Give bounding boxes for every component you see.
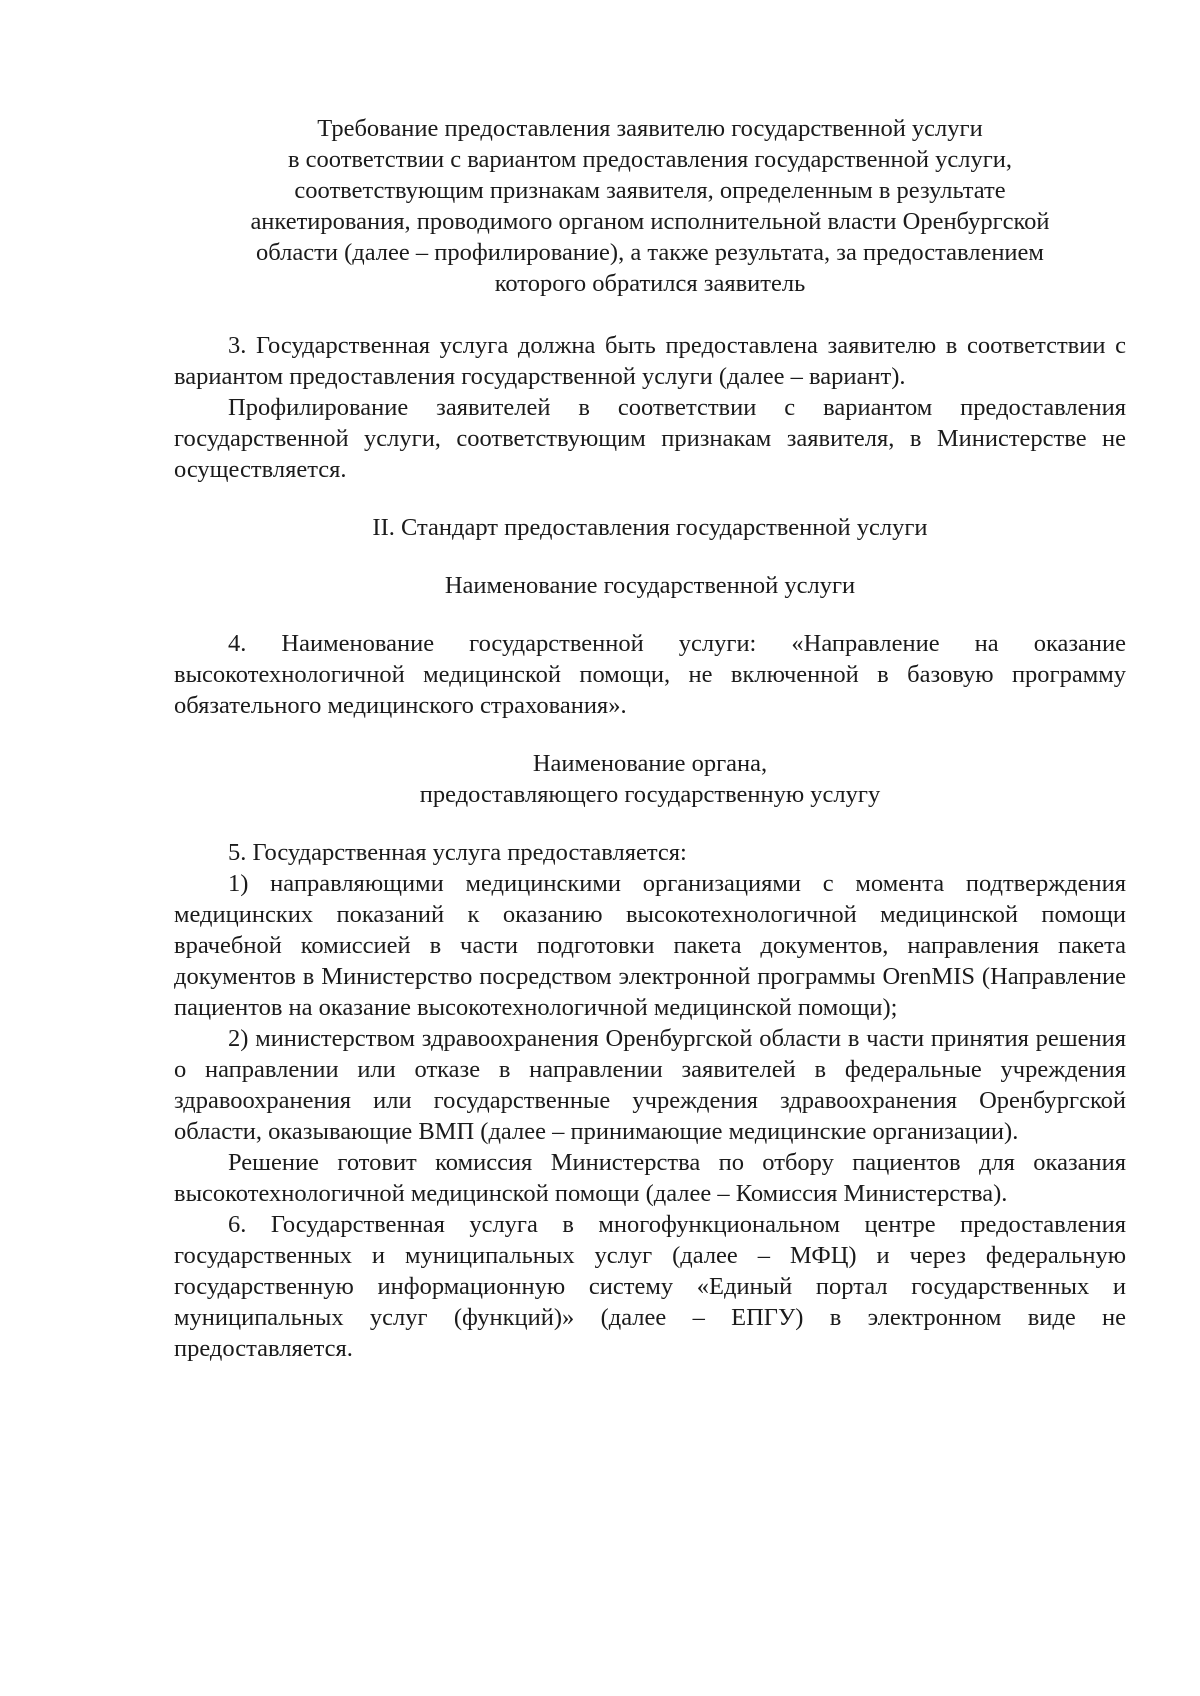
spacer — [174, 485, 1126, 512]
intro-heading-line: анкетирования, проводимого органом исполнительной власти Оренбургской — [250, 208, 1050, 235]
subheading-organ — [174, 748, 1126, 810]
section-title: II. Стандарт предоставления государственной услуги — [372, 514, 928, 541]
paragraph-3-profiling: Профилирование заявителей в соответствии с вариантом предоставления государственной услуги, соответствующим признакам заявителя, в Министерстве не осуществляется. — [174, 394, 1126, 483]
paragraph-5-decision: Решение готовит комиссия Министерства по отбору пациентов для оказания высокотехнологичной медицинской помощи (далее – Комиссия Министерства). — [174, 1149, 1126, 1207]
intro-heading — [174, 113, 1126, 299]
spacer — [174, 543, 1126, 570]
paragraph-4: 4. Наименование государственной услуги: «Направление на оказание высокотехнологичной медицинской помощи, не включенной в базовую программу обязательного медицинского страхования». — [174, 630, 1126, 719]
spacer — [174, 299, 1126, 330]
spacer — [174, 601, 1126, 628]
paragraph-5-item-2: 2) министерством здравоохранения Оренбургской области в части принятия решения о направлении или отказе в направлении заявителей в федеральные учреждения здравоохранения или государственные учреждения здравоохранения Оренбургской области, оказывающие ВМП (далее – принимающие медицинские организации). — [174, 1025, 1126, 1145]
intro-heading-line: которого обратился заявитель — [494, 270, 806, 297]
subheading-organ-line: Наименование органа, — [532, 750, 768, 777]
paragraph-6: 6. Государственная услуга в многофункциональном центре предоставления государственных и муниципальных услуг (далее – МФЦ) и через федеральную государственную информационную систему «Единый портал государственных и муниципальных услуг (функций)» (далее – ЕПГУ) в электронном виде не предоставляется. — [174, 1211, 1126, 1362]
intro-heading-line: соответствующим признакам заявителя, определенным в результате — [294, 177, 1006, 204]
subheading-organ-line: предоставляющего государственную услугу — [419, 781, 881, 808]
paragraph-5-item-1: 1) направляющими медицинскими организациями с момента подтверждения медицинских показаний к оказанию высокотехнологичной медицинской помощи врачебной комиссией в части подготовки пакета документов, направления пакета документов в Министерство посредством электронной программы OrenMIS (Направление пациентов на оказание высокотехнологичной медицинской помощи); — [174, 870, 1126, 1021]
document-body — [174, 113, 1126, 1364]
spacer — [174, 810, 1126, 837]
intro-heading-line: Требование предоставления заявителю государственной услуги — [317, 115, 983, 142]
paragraph-5: 5. Государственная услуга предоставляется: — [228, 839, 687, 866]
paragraph-3: 3. Государственная услуга должна быть предоставлена заявителю в соответствии с вариантом предоставления государственной услуги (далее – вариант). — [174, 332, 1126, 390]
subheading-service-name: Наименование государственной услуги — [444, 572, 856, 599]
intro-heading-line: области (далее – профилирование), а также результата, за предоставлением — [256, 239, 1044, 266]
spacer — [174, 721, 1126, 748]
intro-heading-line: в соответствии с вариантом предоставления государственной услуги, — [287, 146, 1013, 173]
